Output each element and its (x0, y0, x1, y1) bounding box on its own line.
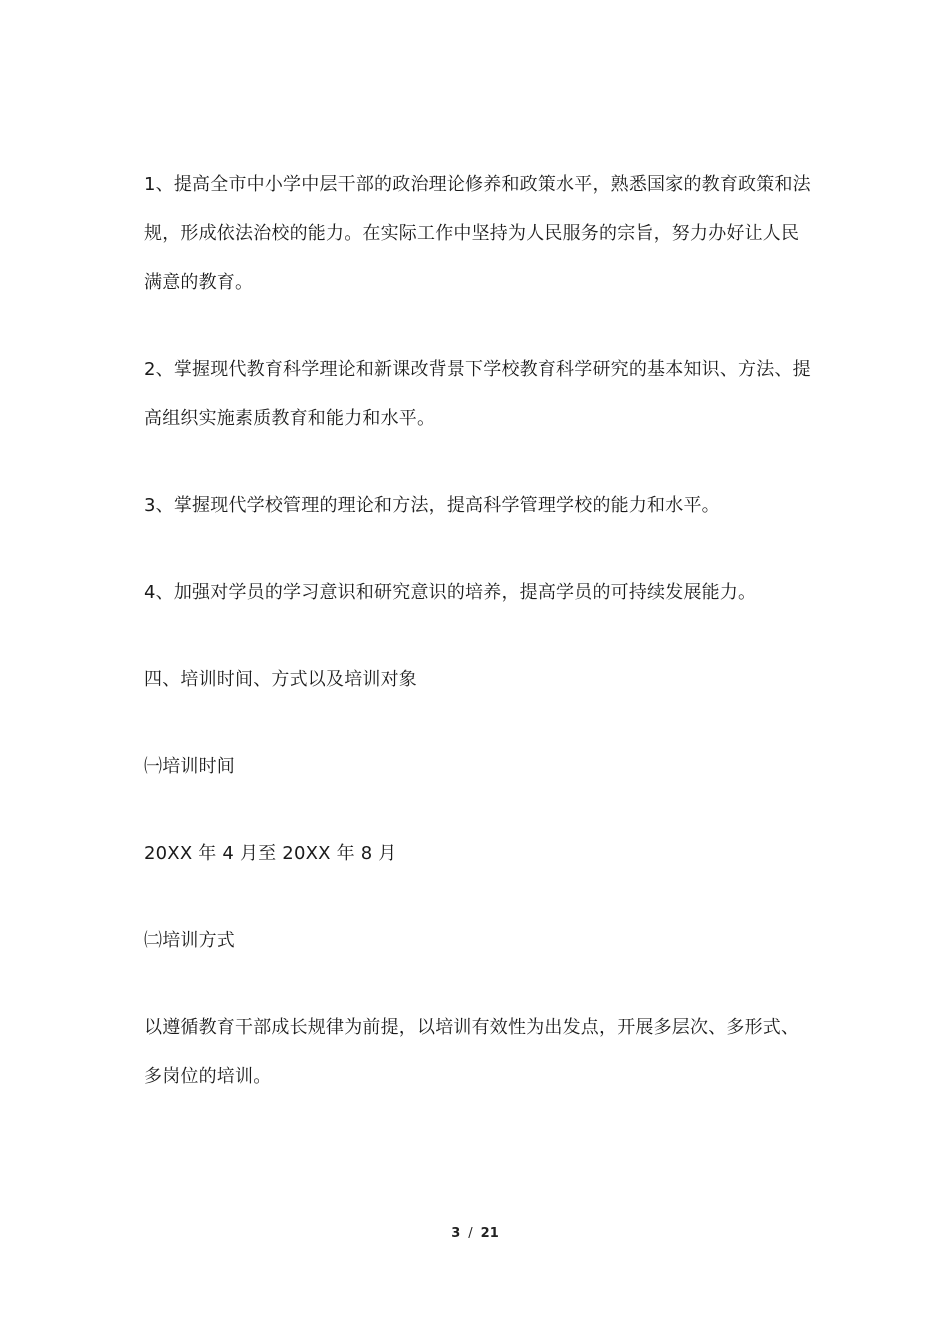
subheading-training-time: ㈠培训时间 (144, 756, 235, 777)
subheading-training-method: ㈡培训方式 (144, 930, 235, 951)
page-number (0, 1226, 950, 1241)
total-pages-number: 21 (480, 1226, 499, 1241)
paragraph-goal-1: 1、提高全市中小学中层干部的政治理论修养和政策水平，熟悉国家的教育政策和法规，形成依法治校的能力。在实际工作中坚持为人民服务的宗旨，努力办好让人民满意的教育。 (144, 174, 811, 293)
page-separator: / (468, 1226, 473, 1241)
training-time-value: 20XX 年 4 月至 20XX 年 8 月 (144, 843, 397, 864)
training-method-text: 以遵循教育干部成长规律为前提，以培训有效性为出发点，开展多层次、多形式、多岗位的培训。 (144, 1017, 800, 1087)
current-page-number: 3 (451, 1226, 461, 1241)
paragraph-goal-3: 3、掌握现代学校管理的理论和方法，提高科学管理学校的能力和水平。 (144, 495, 720, 516)
document-body (144, 160, 816, 1139)
section-heading-4: 四、培训时间、方式以及培训对象 (144, 669, 417, 690)
paragraph-goal-4: 4、加强对学员的学习意识和研究意识的培养，提高学员的可持续发展能力。 (144, 582, 757, 603)
paragraph-goal-2: 2、掌握现代教育科学理论和新课改背景下学校教育科学研究的基本知识、方法、提高组织实施素质教育和能力和水平。 (144, 359, 811, 429)
